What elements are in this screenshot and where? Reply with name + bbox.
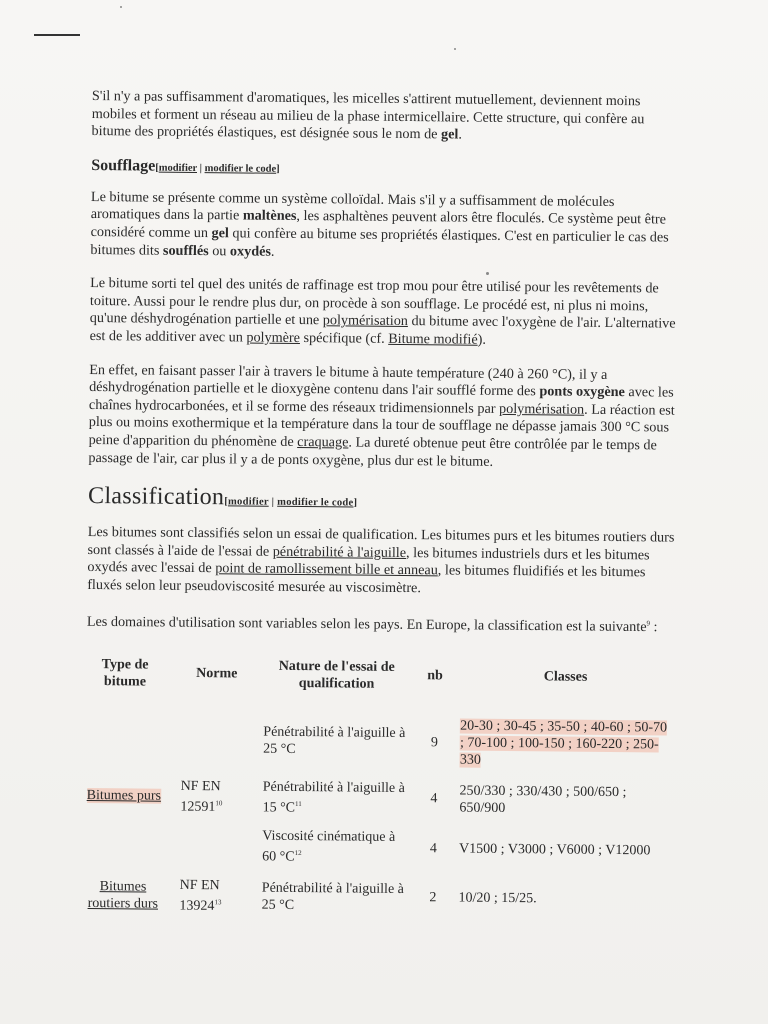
term-souffles: soufflés <box>162 242 209 259</box>
header-type: Type de bitume <box>101 656 149 690</box>
heading-text: Soufflage <box>91 156 156 175</box>
table-row <box>72 870 674 925</box>
cell-nature: Pénétrabilité à l'aiguille à 15 $^\circ C^{11}$ <box>262 779 405 816</box>
cell-nb: 2 <box>429 890 437 906</box>
cell-classes: V1500 ; V3000 ; V6000 ; V12000 <box>458 841 651 859</box>
footnote-ref[interactable]: 9 <box>646 619 651 628</box>
modifier-link[interactable]: modifier <box>158 162 198 174</box>
cell-classes <box>454 711 676 776</box>
term-gel: gel <box>211 225 229 242</box>
cell-nature: Viscosité cinématique à 60 $^\circ C^{12}$ <box>262 829 396 866</box>
link-polymere[interactable]: polymère <box>246 329 301 346</box>
cell-type <box>72 820 174 871</box>
link-penetrabilite[interactable]: pénétrabilité à l'aiguille <box>272 543 407 561</box>
document-body <box>84 88 682 925</box>
table-row <box>72 820 674 875</box>
cell-norme: NF EN 12591$^{10}$ <box>180 778 223 815</box>
cell-norme <box>175 709 258 773</box>
paragraph-raffinage: Le bitume sorti tel quel des unités de raffinage est trop mou pour être utilisé pour les revêtements de toiture. Aussi pour le rendre plus dur, on procède à son soufflage. Le procédé est, ni plus ni moins, qu'une déshydrogénation partielle et une polymérisation du bitume avec l'oxygène de l'air. L'alternative est de les additiver avec un polymère spécifique (cf. Bitume modifié). <box>89 275 676 348</box>
cell-nb: 4 <box>430 791 438 807</box>
header-norme: Norme <box>196 666 238 682</box>
cell-nature: Pénétrabilité à l'aiguille à 25 °C <box>261 880 404 913</box>
link-polymerisation[interactable]: polymérisation <box>498 400 585 418</box>
cell-type <box>72 870 174 921</box>
cell-nb: 4 <box>429 841 437 857</box>
margin-mark <box>34 34 80 36</box>
table-header-row <box>74 652 677 714</box>
cell-type <box>73 708 175 772</box>
cell-classes: 250/330 ; 330/430 ; 500/650 ; 650/900 <box>459 783 627 816</box>
table-row <box>73 771 675 826</box>
edit-links: [modifier | modifier le code] <box>224 496 358 509</box>
edit-links: [modifier | modifier le code] <box>155 162 280 175</box>
header-classes: Classes <box>543 669 588 686</box>
cell-type <box>73 771 175 822</box>
term-maltenes: maltènes <box>242 207 297 225</box>
paragraph-gel <box>91 88 681 146</box>
classification-table <box>72 652 677 926</box>
section-heading-classification <box>88 483 678 516</box>
link-bitumes-routiers-durs[interactable]: Bitumes routiers durs <box>87 879 159 912</box>
table-row <box>73 708 676 777</box>
modifier-le-code-link[interactable]: modifier le code <box>204 162 277 175</box>
link-point-ramollissement[interactable]: point de ramollissement bille et anneau <box>215 560 438 579</box>
header-nature: Nature de l'essai de qualification <box>278 658 395 692</box>
paragraph-temperature: En effet, en faisant passer l'air à travers le bitume à haute température (240 à 260 °C), il y a déshydrogénation partielle et le dioxygène contenu dans l'air soufflé forme des ponts oxygène avec les chaînes hydrocarbonées, et il se forme des réseaux tridimensionnels par polymérisation. La réaction est plus ou moins exothermique et la température dans la tour de soufflage ne dépasse jamais 300 °C sous peine d'apparition du phénomène de craquage. La dureté obtenue peut être contrôlée par le temps de passage de l'air, car plus il y a de ponts oxygène, plus dur est le bitume. <box>88 361 675 470</box>
modifier-link[interactable]: modifier <box>227 496 269 508</box>
paragraph-colloidal: Le bitume se présente comme un système colloïdal. Mais s'il y a suffisamment de molécules aromatiques dans la partie maltènes, les asphaltènes peuvent alors être floculés. Ce système peut être considéré comme un gel qui confère au bitume ses propriétés élastiques. C'est en particulier le cas des bitumes dits soufflés ou oxydés. <box>90 188 669 260</box>
cell-nature: Pénétrabilité à l'aiguille à 25 °C <box>263 724 406 758</box>
link-polymerisation[interactable]: polymérisation <box>322 312 409 330</box>
cell-norme <box>174 821 257 871</box>
paragraph-text: . <box>458 126 463 143</box>
term-oxydes: oxydés <box>229 242 272 260</box>
heading-text: Classification <box>87 483 225 511</box>
paragraph-domaines: Les domaines d'utilisation sont variables selon les pays. En Europe, la classification est la suivante$^9$ : <box>86 614 658 636</box>
link-bitumes-purs[interactable]: Bitumes purs <box>86 788 162 804</box>
footnote-ref[interactable]: 11 <box>295 799 302 808</box>
cell-classes: 10/20 ; 15/25. <box>458 890 537 907</box>
term-ponts-oxygene: ponts oxygène <box>539 383 625 401</box>
footnote-ref[interactable]: 12 <box>294 849 302 858</box>
term-gel: gel <box>440 126 459 143</box>
link-bitume-modifie[interactable]: Bitume modifié <box>388 330 478 348</box>
footnote-ref[interactable]: 10 <box>215 799 223 808</box>
footnote-ref[interactable]: 13 <box>214 898 222 907</box>
modifier-le-code-link[interactable]: modifier le code <box>277 496 354 509</box>
cell-nb: 9 <box>430 735 438 751</box>
scan-speck <box>454 48 456 50</box>
section-heading-soufflage <box>91 157 681 181</box>
header-nb: nb <box>427 668 443 684</box>
cell-norme: NF EN 13924$^{13}$ <box>179 877 222 914</box>
scan-speck <box>120 6 122 8</box>
link-craquage[interactable]: craquage <box>297 433 349 451</box>
highlighted-classes: 20-30 ; 30-45 ; 35-50 ; 40-60 ; 50-70 ; 70-100 ; 100-150 ; 160-220 ; 250-330 <box>459 718 668 768</box>
paragraph-text: S'il n'y a pas suffisamment d'aromatiques, les micelles s'attirent mutuellement, deviennent moins mobiles et forment un réseau au milieu de la phase intermicellaire. Cette structure, qui confère au bitume des propriétés élastiques, est désignée sous le nom de <box>91 88 645 143</box>
paragraph-classification: Les bitumes sont classifiés selon un essai de qualification. Les bitumes purs et les bitumes routiers durs sont classés à l'aide de l'essai de pénétrabilité à l'aiguille, les bitumes industriels durs et les bitumes oxydés avec l'essai de point de ramollissement bille et anneau, les bitumes fluidifiés et les bitumes fluxés selon leur pseudoviscosité mesurée au viscosimètre. <box>87 524 675 597</box>
